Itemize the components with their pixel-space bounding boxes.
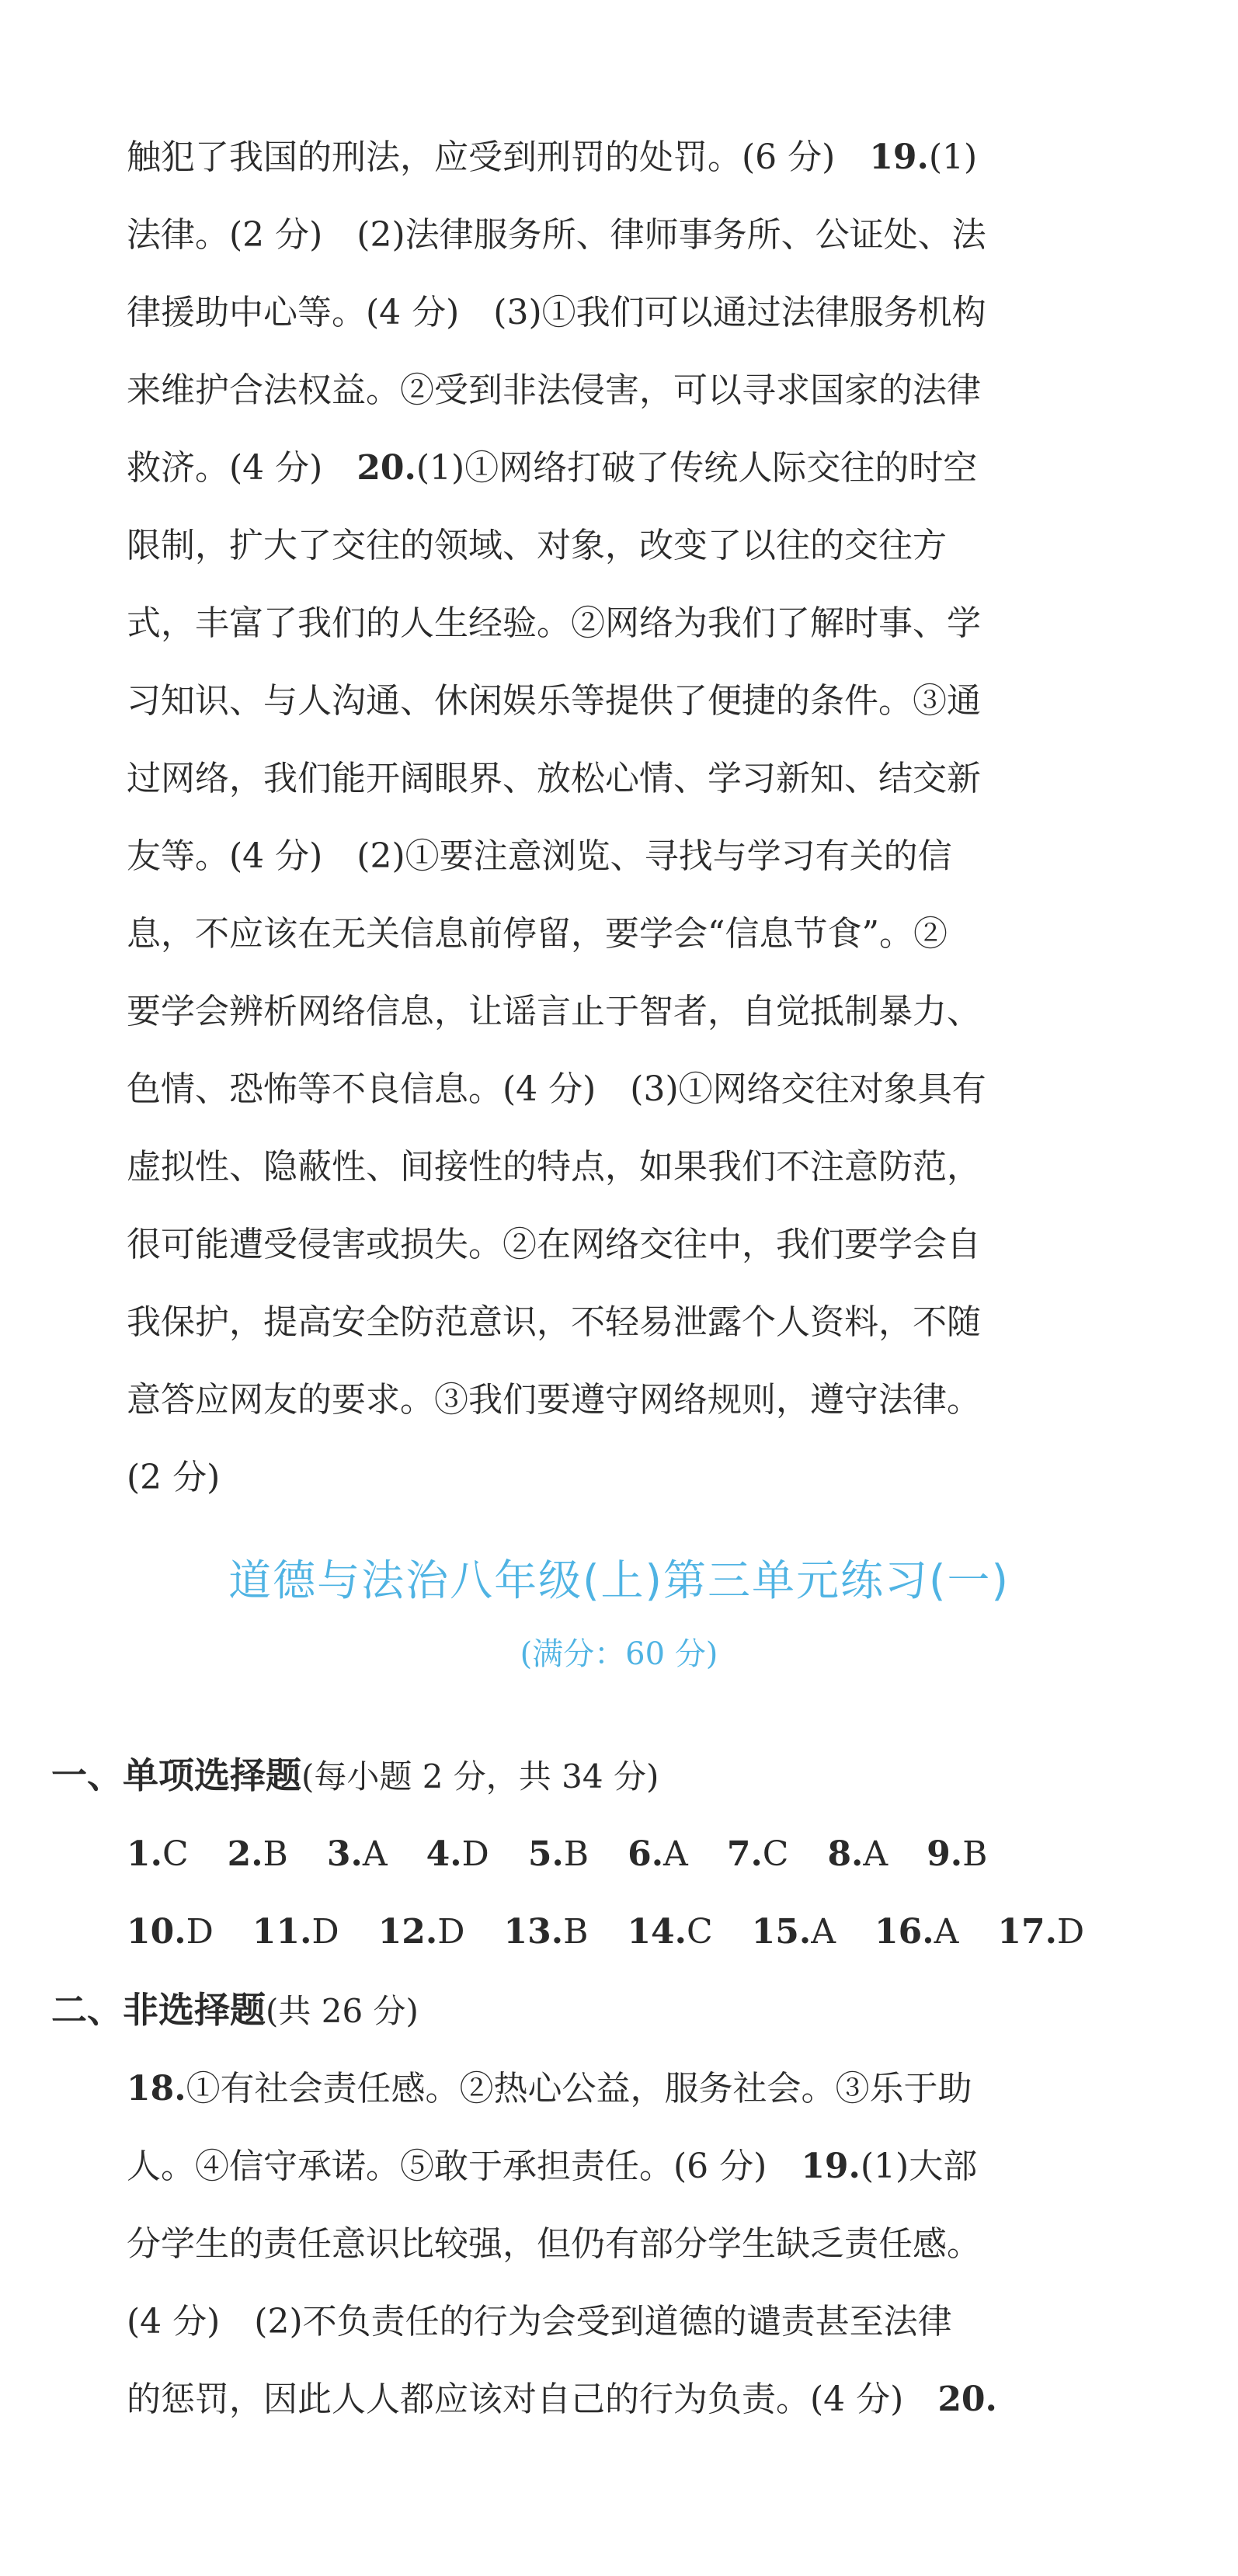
section-head-choice	[51, 1736, 659, 1814]
answer-line: (2 分)	[127, 1458, 221, 1497]
choice-answer: 2.B	[227, 1834, 288, 1874]
answer-line: 要学会辨析网络信息，让谣言止于智者，自觉抵制暴力、	[127, 992, 981, 1031]
choice-answer: 11.D	[252, 1912, 339, 1952]
answer-line: 法律。(2 分) (2)法律服务所、律师事务所、公证处、法	[127, 215, 986, 255]
section-note: (共 26 分)	[266, 1992, 419, 2030]
choice-answer: 12.D	[377, 1912, 465, 1952]
answer-line: 触犯了我国的刑法，应受到刑罚的处罚。(6 分) 19.(1)	[127, 137, 978, 177]
section-head-non-choice	[51, 1971, 419, 2049]
answer-line: 意答应网友的要求。③我们要遵守网络规则，遵守法律。	[127, 1380, 981, 1420]
choice-answer: 17.D	[997, 1912, 1085, 1952]
answer-line: 很可能遭受侵害或损失。②在网络交往中，我们要学会自	[127, 1225, 981, 1264]
section-title: 一、单项选择题	[51, 1754, 301, 1796]
answer-line: 分学生的责任意识比较强，但仍有部分学生缺乏责任感。	[127, 2224, 981, 2264]
choice-answer: 13.B	[503, 1912, 589, 1952]
answer-line: 18.①有社会责任感。②热心公益，服务社会。③乐于助	[127, 2069, 972, 2108]
choice-answer: 14.C	[627, 1912, 713, 1952]
answer-line: 律援助中心等。(4 分) (3)①我们可以通过法律服务机构	[127, 293, 986, 332]
answer-line: 友等。(4 分) (2)①要注意浏览、寻找与学习有关的信	[127, 836, 952, 876]
answer-line: 式，丰富了我们的人生经验。②网络为我们了解时事、学	[127, 603, 981, 643]
section-note: (每小题 2 分，共 34 分)	[301, 1757, 659, 1796]
answer-line: 限制，扩大了交往的领域、对象，改变了以往的交往方	[127, 526, 947, 565]
choice-answer: 1.C	[127, 1834, 189, 1874]
answer-line: 我保护，提高安全防范意识，不轻易泄露个人资料，不随	[127, 1302, 981, 1342]
choice-answer: 10.D	[127, 1912, 214, 1952]
full-score-note: (满分：60 分)	[520, 1636, 718, 1672]
choice-answer: 3.A	[326, 1834, 388, 1874]
answer-line: 虚拟性、隐蔽性、间接性的特点，如果我们不注意防范，	[127, 1147, 981, 1187]
choice-answer: 5.B	[527, 1834, 589, 1874]
answer-line: 息，不应该在无关信息前停留，要学会“信息节食”。②	[127, 914, 948, 954]
answer-line: 人。④信守承诺。⑤敢于承担责任。(6 分) 19.(1)大部	[127, 2147, 978, 2186]
answer-line: 救济。(4 分) 20.(1)①网络打破了传统人际交往的时空	[127, 448, 978, 488]
answer-line: (4 分) (2)不负责任的行为会受到道德的谴责甚至法律	[127, 2302, 952, 2341]
choice-answer: 6.A	[628, 1834, 688, 1874]
choice-answer: 9.B	[927, 1834, 988, 1874]
answer-line: 习知识、与人沟通、休闲娱乐等提供了便捷的条件。③通	[127, 681, 981, 721]
choice-answers-row-2	[127, 1893, 1112, 1971]
unit-title: 道德与法治八年级(上)第三单元练习(一)	[228, 1556, 1010, 1605]
answer-line: 过网络，我们能开阔眼界、放松心情、学习新知、结交新	[127, 759, 981, 798]
choice-answer: 16.A	[875, 1912, 959, 1952]
answer-line: 的惩罚，因此人人都应该对自己的行为负责。(4 分) 20.	[127, 2380, 997, 2419]
section-title: 二、非选择题	[51, 1989, 266, 2031]
choice-answers-row-1	[127, 1816, 1015, 1893]
choice-answer: 4.D	[426, 1834, 489, 1874]
choice-answer: 8.A	[827, 1834, 889, 1874]
choice-answer: 15.A	[751, 1912, 836, 1952]
choice-answer: 7.C	[726, 1834, 789, 1874]
answer-line: 来维护合法权益。②受到非法侵害，可以寻求国家的法律	[127, 370, 981, 410]
answer-line: 色情、恐怖等不良信息。(4 分) (3)①网络交往对象具有	[127, 1069, 986, 1109]
